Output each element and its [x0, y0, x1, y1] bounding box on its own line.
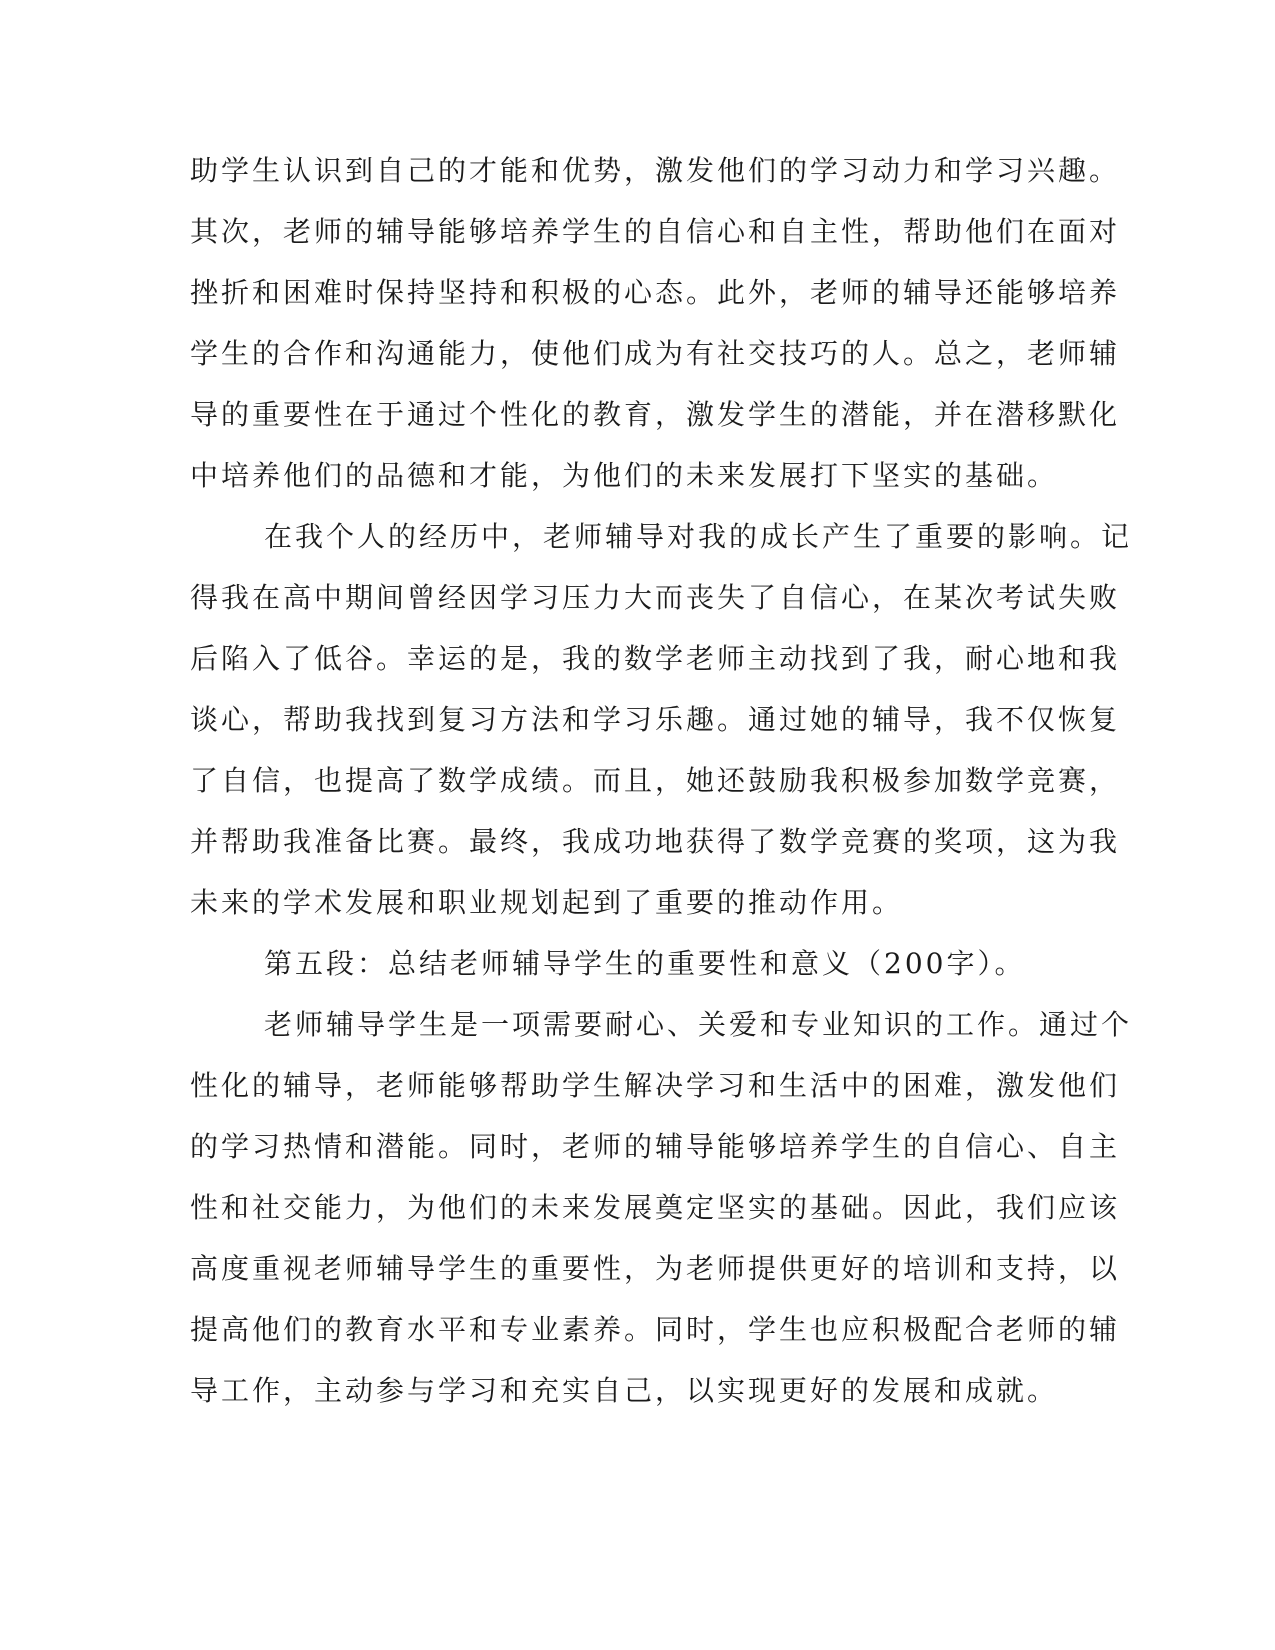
text-line: 学生的合作和沟通能力，使他们成为有社交技巧的人。总之，老师辅: [190, 337, 1121, 370]
text-line: 并帮助我准备比赛。最终，我成功地获得了数学竞赛的奖项，这为我: [190, 825, 1121, 858]
paragraph-first-line: 老师辅导学生是一项需要耐心、关爱和专业知识的工作。通过个: [264, 1008, 1133, 1041]
text-line: 其次，老师的辅导能够培养学生的自信心和自主性，帮助他们在面对: [190, 215, 1121, 248]
text-line: 提高他们的教育水平和专业素养。同时，学生也应积极配合老师的辅: [190, 1313, 1121, 1346]
text-line: 中培养他们的品德和才能，为他们的未来发展打下坚实的基础。: [190, 459, 1059, 492]
text-line: 后陷入了低谷。幸运的是，我的数学老师主动找到了我，耐心地和我: [190, 642, 1121, 675]
section-heading: 第五段：总结老师辅导学生的重要性和意义（200字）。: [264, 947, 1026, 980]
text-line: 导的重要性在于通过个性化的教育，激发学生的潜能，并在潜移默化: [190, 398, 1121, 431]
text-line: 导工作，主动参与学习和充实自己，以实现更好的发展和成就。: [190, 1374, 1059, 1407]
text-line: 了自信，也提高了数学成绩。而且，她还鼓励我积极参加数学竞赛，: [190, 764, 1121, 797]
text-line: 挫折和困难时保持坚持和积极的心态。此外，老师的辅导还能够培养: [190, 276, 1121, 309]
paragraph-first-line: 在我个人的经历中，老师辅导对我的成长产生了重要的影响。记: [264, 520, 1133, 553]
text-line: 性和社交能力，为他们的未来发展奠定坚实的基础。因此，我们应该: [190, 1191, 1121, 1224]
text-line: 助学生认识到自己的才能和优势，激发他们的学习动力和学习兴趣。: [190, 154, 1121, 187]
text-line: 性化的辅导，老师能够帮助学生解决学习和生活中的困难，激发他们: [190, 1069, 1121, 1102]
text-line: 高度重视老师辅导学生的重要性，为老师提供更好的培训和支持，以: [190, 1252, 1121, 1285]
text-line: 的学习热情和潜能。同时，老师的辅导能够培养学生的自信心、自主: [190, 1130, 1121, 1163]
text-line: 未来的学术发展和职业规划起到了重要的推动作用。: [190, 886, 904, 919]
text-line: 得我在高中期间曾经因学习压力大而丧失了自信心，在某次考试失败: [190, 581, 1121, 614]
body-text: [190, 140, 1133, 1421]
text-line: 谈心，帮助我找到复习方法和学习乐趣。通过她的辅导，我不仅恢复: [190, 703, 1121, 736]
